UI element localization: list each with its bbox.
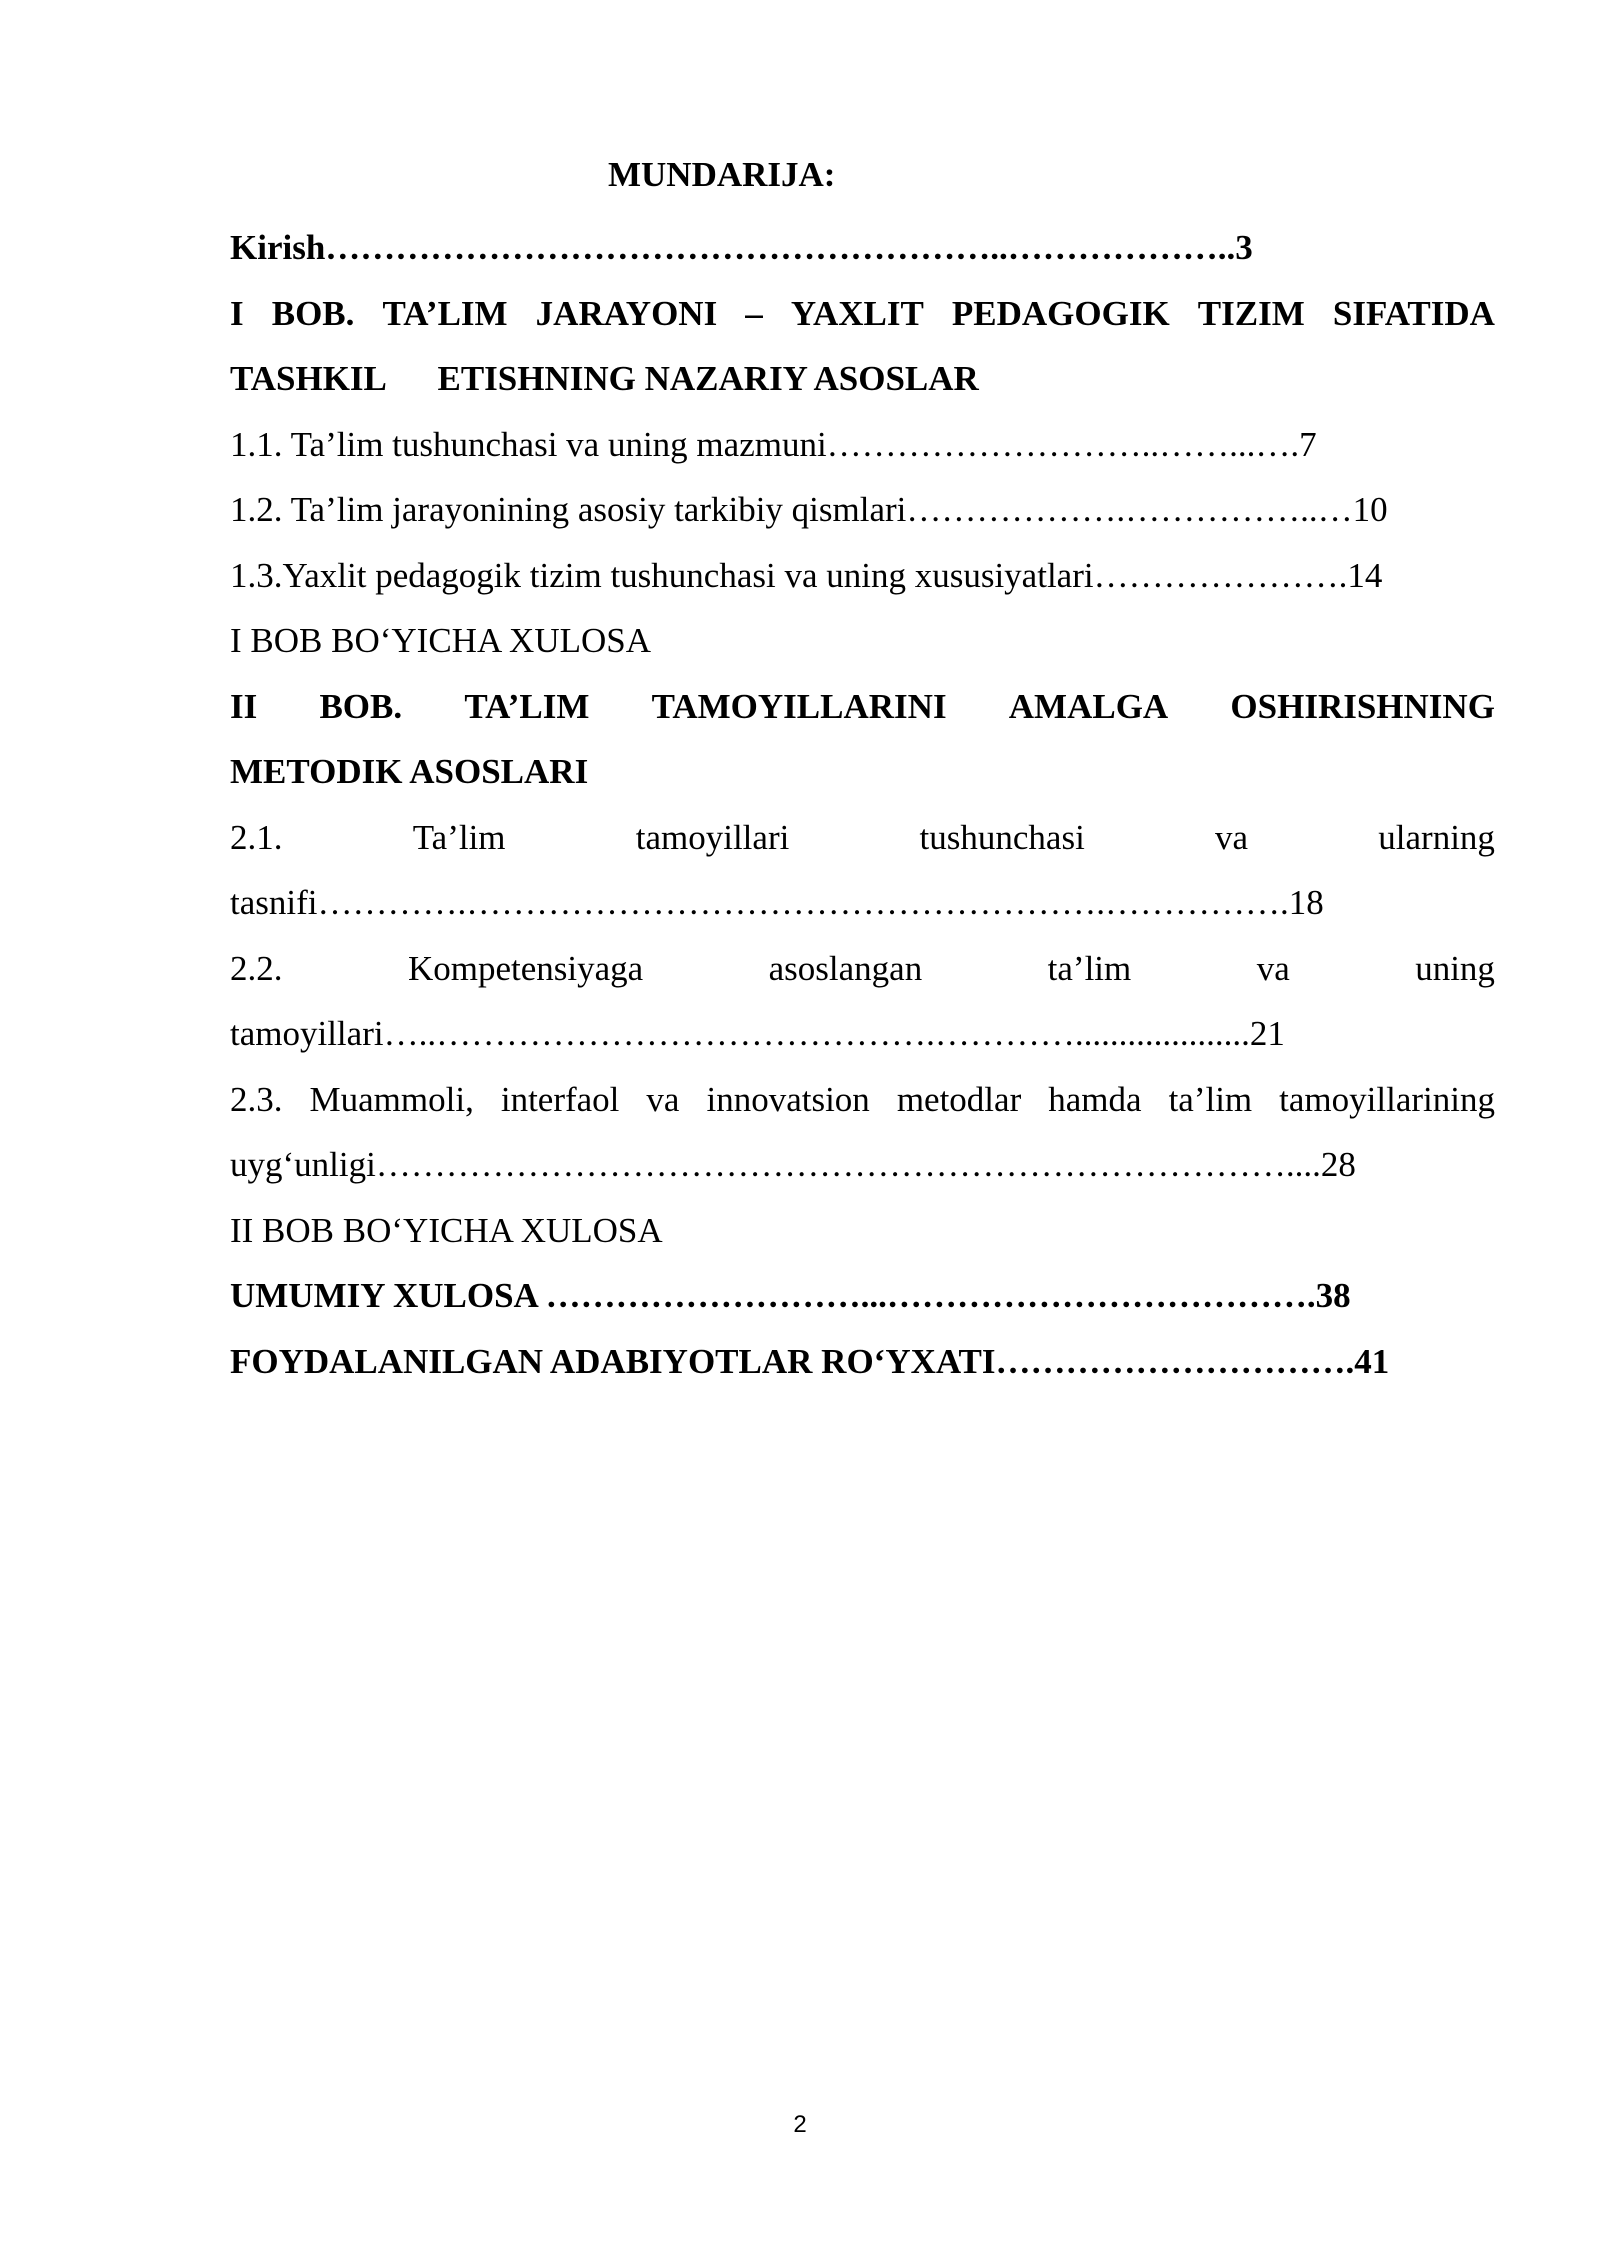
heading-word: TIZIM: [1197, 293, 1305, 333]
entry-word: ta’lim: [1047, 948, 1132, 988]
entry-word: ularning: [1378, 817, 1495, 857]
heading-word: OSHIRISHNING: [1230, 686, 1495, 726]
entry-word: 2.1.: [230, 817, 283, 857]
entry-word: tushunchasi: [919, 817, 1085, 857]
page-number: 2: [793, 2111, 807, 2138]
entry-word: 2.2.: [230, 948, 283, 988]
entry-word: tamoyillarining: [1279, 1079, 1495, 1119]
entry-word: interfaol: [500, 1079, 620, 1119]
entry-word: ta’lim: [1168, 1079, 1253, 1119]
entry-word: metodlar: [896, 1079, 1022, 1119]
entry-word: uning: [1415, 948, 1495, 988]
heading-word: BOB.: [319, 686, 403, 726]
heading-word: BOB.: [271, 293, 355, 333]
heading-word: AMALGA: [1008, 686, 1169, 726]
entry-word: va: [1256, 948, 1290, 988]
toc-entry-chapter-2-summary[interactable]: II BOB BO‘YICHA XULOSA: [230, 1210, 663, 1250]
heading-word: II: [230, 686, 258, 726]
heading-word: TAMOYILLARINI: [651, 686, 947, 726]
toc-entry-1-3[interactable]: 1.3.Yaxlit pedagogik tizim tushunchasi va uning xususiyatlari………………….14: [230, 555, 1383, 595]
entry-word: tamoyillari: [635, 817, 790, 857]
toc-entry-1-2[interactable]: 1.2. Ta’lim jarayonining asosiy tarkibiy qismlari……………….……………..…10: [230, 490, 1388, 529]
toc-chapter-2-heading-line1[interactable]: [230, 674, 1495, 740]
entry-word: Ta’lim: [412, 817, 506, 857]
heading-word: I: [230, 293, 244, 333]
toc-chapter-1-heading-line2[interactable]: TASHKIL ETISHNING NAZARIY ASOSLAR: [230, 359, 979, 398]
toc-entry-kirish[interactable]: Kirish…………………………………………………..………………..3: [230, 228, 1253, 267]
toc-title: MUNDARIJA:: [608, 155, 836, 194]
toc-entry-2-1-line1[interactable]: [230, 805, 1495, 871]
entry-word: 2.3.: [230, 1079, 283, 1119]
toc-entry-general-conclusion[interactable]: UMUMIY XULOSA ………………………...……………………………….38: [230, 1276, 1351, 1315]
entry-word: innovatsion: [706, 1079, 870, 1119]
table-of-contents: [230, 150, 1495, 1394]
toc-entry-2-2-line1[interactable]: [230, 936, 1495, 1002]
entry-word: va: [646, 1079, 680, 1119]
toc-entry-1-1[interactable]: 1.1. Ta’lim tushunchasi va uning mazmuni………………………..……...….7: [230, 424, 1317, 464]
entry-word: Muammoli,: [309, 1079, 474, 1119]
entry-word: va: [1215, 817, 1249, 857]
toc-entry-2-2-line2[interactable]: tamoyillari…..…………………………………….…………....................21: [230, 1014, 1285, 1053]
heading-word: –: [745, 293, 763, 333]
entry-word: hamda: [1048, 1079, 1142, 1119]
toc-entry-2-1-line2[interactable]: tasnifi………….……………………………………………….…………….18: [230, 883, 1324, 922]
toc-chapter-1-heading-line1[interactable]: [230, 281, 1495, 347]
heading-word: TA’LIM: [464, 686, 590, 726]
entry-word: Kompetensiyaga: [407, 948, 644, 988]
heading-word: TA’LIM: [382, 293, 508, 333]
toc-entry-bibliography[interactable]: FOYDALANILGAN ADABIYOTLAR RO‘YXATI………………………….41: [230, 1341, 1390, 1381]
heading-word: SIFATIDA: [1332, 293, 1495, 333]
toc-entry-chapter-1-summary[interactable]: I BOB BO‘YICHA XULOSA: [230, 621, 651, 660]
heading-word: JARAYONI: [535, 293, 718, 333]
toc-entry-2-3-line2[interactable]: uyg‘unligi……………………………………………………………………....28: [230, 1145, 1356, 1184]
toc-chapter-2-heading-line2[interactable]: METODIK ASOSLARI: [230, 752, 589, 791]
entry-word: asoslangan: [768, 948, 923, 988]
heading-word: PEDAGOGIK: [951, 293, 1170, 333]
heading-word: YAXLIT: [790, 293, 924, 333]
toc-entry-2-3-line1[interactable]: [230, 1067, 1495, 1133]
